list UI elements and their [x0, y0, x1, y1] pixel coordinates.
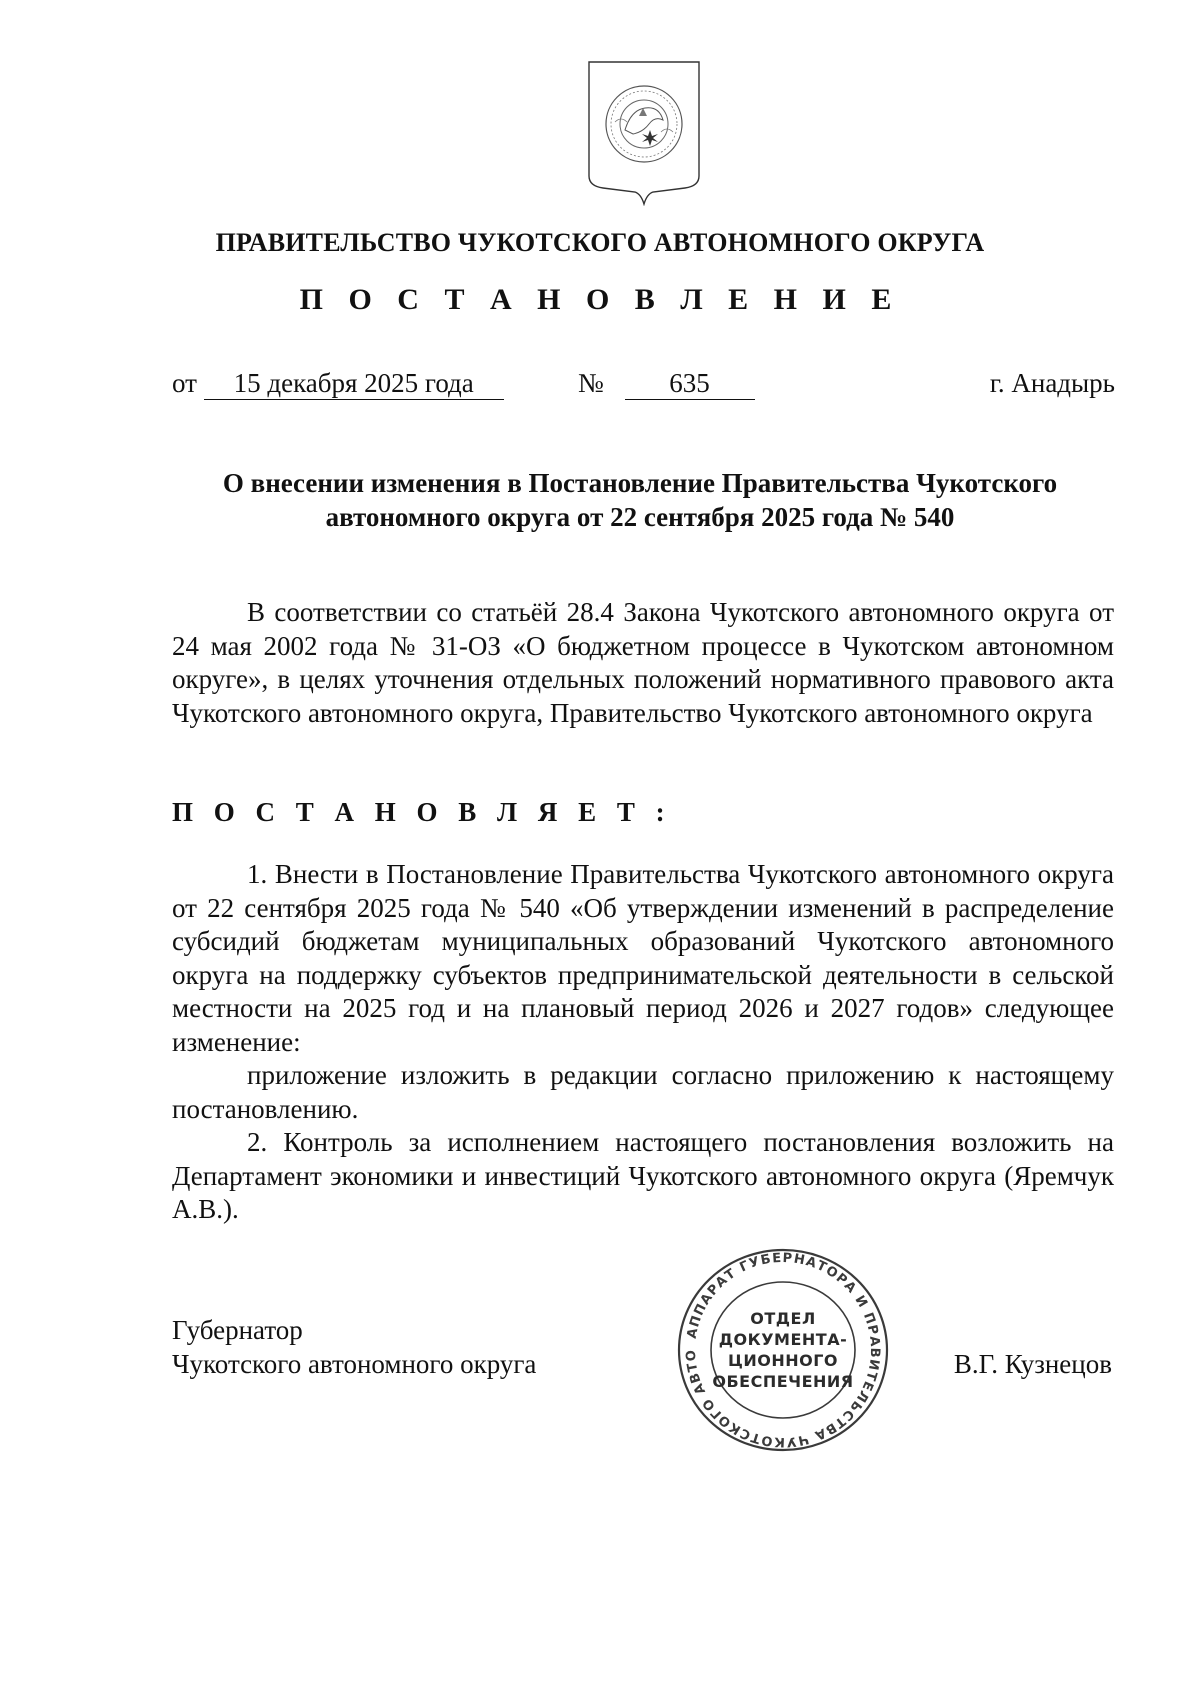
stamp-line-4: ОБЕСПЕЧЕНИЯ [712, 1372, 854, 1391]
preamble-paragraph: В соответствии со статьёй 28.4 Закона Чукотского автономного округа от 24 мая 2002 года № 31-ОЗ «О бюджетном процессе в Чукотском автономном округе», в целях уточнения отдельных положений нормативного правового акта Чукотского автономного округа, Правительство Чукотского автономного округа [172, 597, 1114, 728]
document-title [160, 466, 1120, 534]
document-type: П О С Т А Н О В Л Е Н И Е [299, 283, 901, 316]
stamp-line-3: ЦИОННОГО [727, 1351, 838, 1370]
stamp-line-1: ОТДЕЛ [750, 1309, 816, 1328]
title-line-1: О внесении изменения в Постановление Правительства Чукотского [222, 468, 1058, 498]
position-line-2: Чукотского автономного округа [172, 1349, 537, 1379]
item-1-paragraph: 1. Внести в Постановление Правительства Чукотского автономного округа от 22 сентября 2025 года № 540 «Об утверждении изменений в распределение субсидий бюджетам муниципальных образований Чукотского автономного округа на поддержку субъектов предпринимательской деятельности в сельской местности на 2025 год и на плановый период 2026 и 2027 годов» следующее изменение: [172, 859, 1114, 1057]
signatory-position [172, 1313, 536, 1381]
stamp-line-2: ДОКУМЕНТА- [718, 1330, 848, 1349]
organization-name: ПРАВИТЕЛЬСТВО ЧУКОТСКОГО АВТОНОМНОГО ОКРУГА [215, 228, 985, 257]
document-city: г. Анадырь [989, 368, 1115, 398]
date-field [172, 368, 504, 400]
position-line-1: Губернатор [172, 1315, 303, 1345]
document-number: 635 [625, 368, 755, 400]
document-date: 15 декабря 2025 года [204, 368, 504, 400]
item-2-paragraph: 2. Контроль за исполнением настоящего постановления возложить на Департамент экономики и инвестиций Чукотского автономного округа (Яремчук А.В.). [172, 1127, 1114, 1224]
stamp-ring-text: АППАРАТ ГУБЕРНАТОРА И ПРАВИТЕЛЬСТВА ЧУКОТСКОГО АВТО [683, 1250, 883, 1450]
official-stamp [673, 1245, 893, 1455]
item-1-amendment-paragraph: приложение изложить в редакции согласно приложению к настоящему постановлению. [172, 1060, 1114, 1124]
title-line-2: автономного округа от 22 сентября 2025 года № 540 [325, 502, 955, 532]
resolves-heading: П О С Т А Н О В Л Я Е Т : [172, 797, 672, 827]
signatory-name: В.Г. Кузнецов [953, 1349, 1112, 1379]
number-field [578, 368, 755, 400]
stamp-center [673, 1245, 893, 1455]
date-prefix: от [172, 368, 197, 398]
coat-of-arms-icon [585, 58, 703, 206]
number-sign: № [578, 368, 604, 398]
